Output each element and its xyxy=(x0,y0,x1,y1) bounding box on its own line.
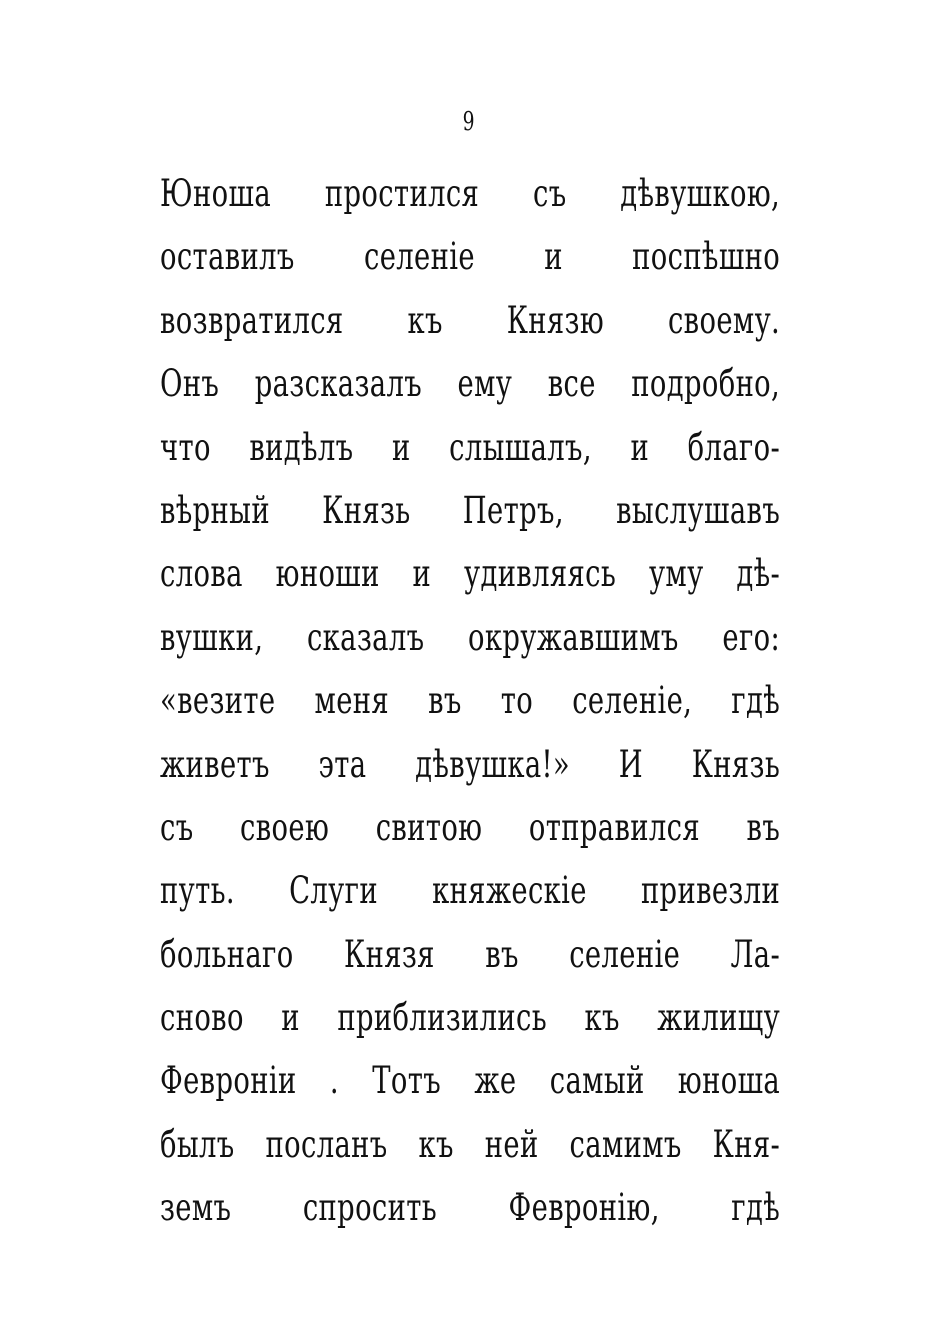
text-line-1: Юноша простился съ дѣвушкою, xyxy=(160,172,781,215)
page-number: 9 xyxy=(462,107,475,137)
text-line-5: что видѣлъ и слышалъ, и благо- xyxy=(160,425,781,469)
text-line-17: земъ спросить Февронію, гдѣ xyxy=(160,1186,781,1230)
body-text xyxy=(160,162,780,1240)
text-line-14: сново и приблизились къ жилищу xyxy=(160,996,781,1040)
text-line-4: Онъ разсказалъ ему все подробно, xyxy=(160,362,781,406)
text-line-7: слова юноши и удивляясь уму дѣ- xyxy=(160,552,781,596)
text-line-11: съ своею свитою отправился въ xyxy=(160,805,781,849)
text-line-15: Февроніи . Тотъ же самый юноша xyxy=(160,1059,781,1103)
text-line-8: вушки, сказалъ окружавшимъ его: xyxy=(160,615,781,659)
text-line-13: больнаго Князя въ селеніе Ла- xyxy=(160,932,781,976)
text-line-9: «везите меня въ то селеніе, гдѣ xyxy=(160,679,781,723)
text-line-6: вѣрный Князь Петръ, выслушавъ xyxy=(160,488,781,532)
text-line-16: былъ посланъ къ ней самимъ Кня- xyxy=(160,1122,781,1166)
text-line-3: возвратился къ Князю своему. xyxy=(160,298,781,342)
text-line-2: оставилъ селеніе и поспѣшно xyxy=(160,235,781,279)
text-line-10: живетъ эта дѣвушка!» И Князь xyxy=(160,742,781,786)
text-line-12: путь. Слуги княжескіе привезли xyxy=(160,869,781,913)
